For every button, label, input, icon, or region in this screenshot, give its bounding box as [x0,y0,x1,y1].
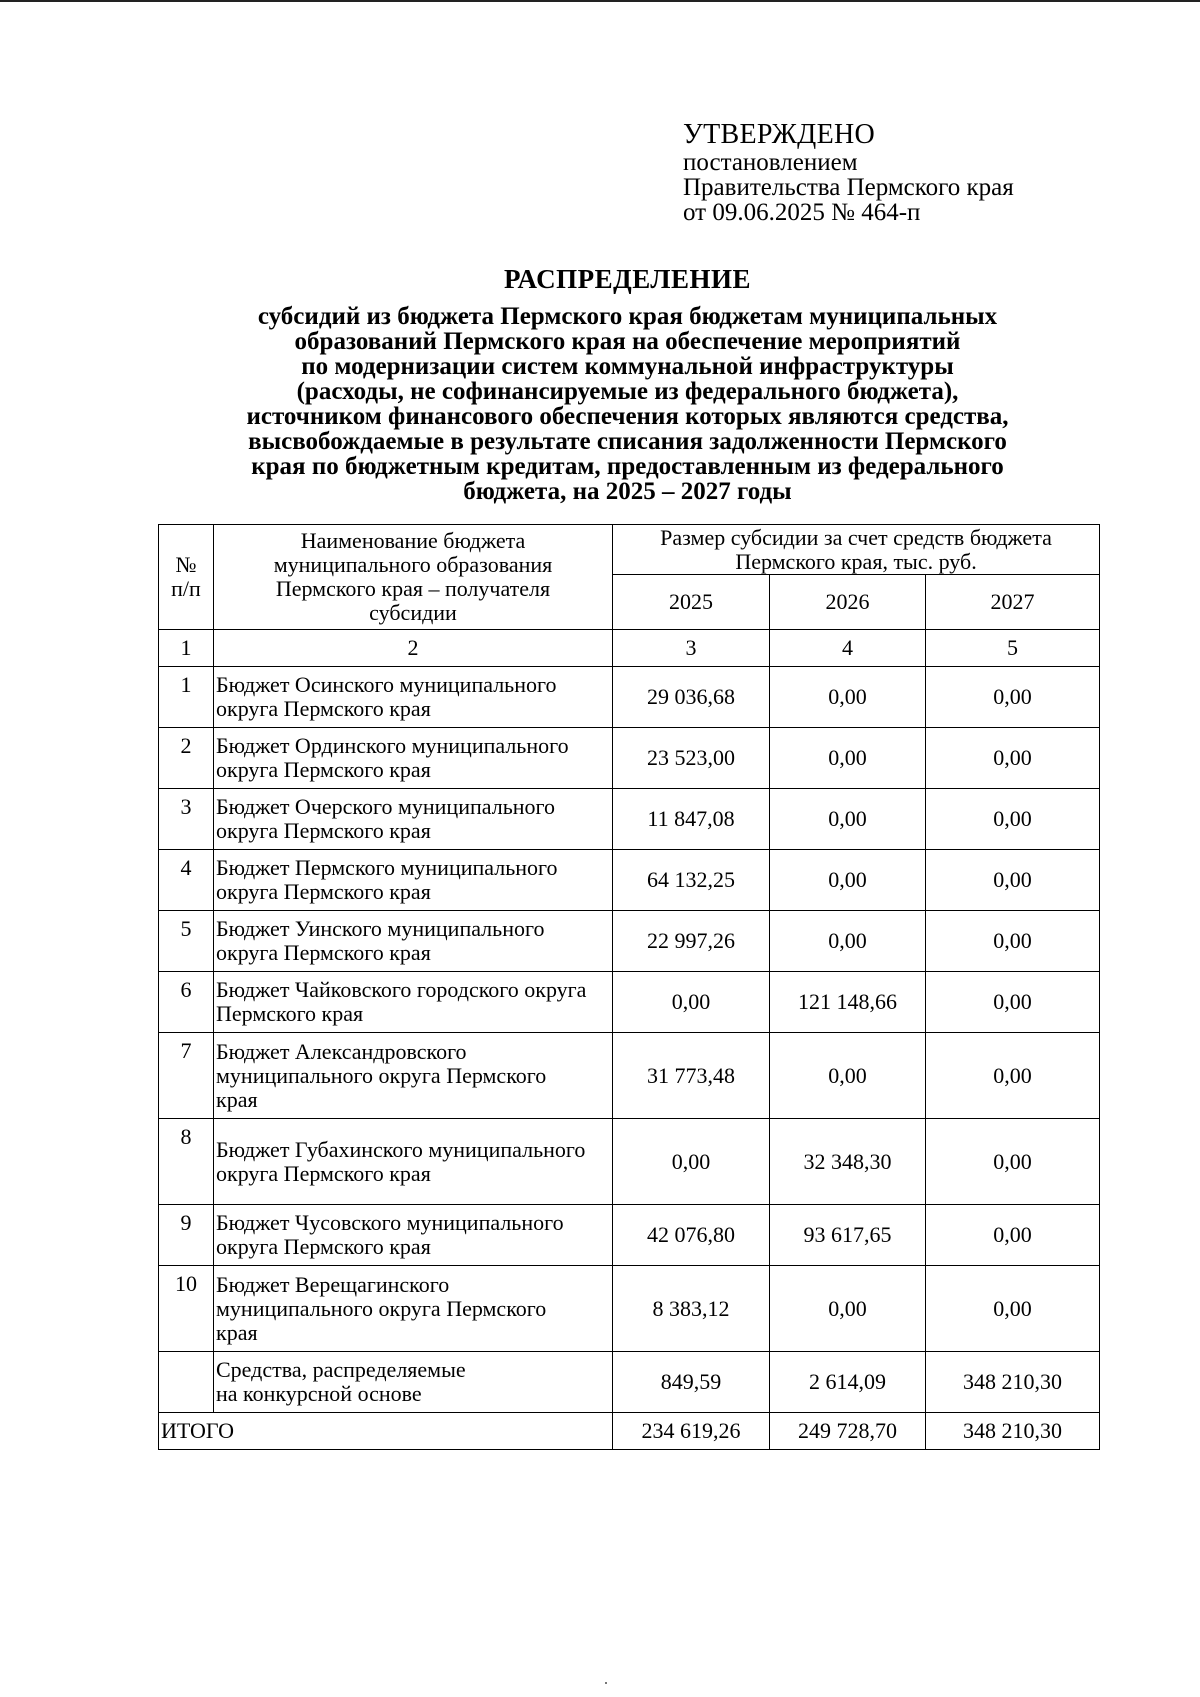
row-amount-2026: 2 614,09 [770,1352,926,1413]
subtitle-line: высвобождаемые в результате списания задолженности Пермского [248,428,1007,455]
column-number: 3 [613,630,770,667]
row-amount-2026: 0,00 [770,850,926,911]
row-amount-2026: 0,00 [770,667,926,728]
row-amount-2027: 0,00 [926,1033,1100,1119]
header-amount-group: Размер субсидии за счет средств бюджета Пермского края, тыс. руб. [613,525,1100,575]
page-top-edge [0,0,1200,2]
total-label: ИТОГО [159,1413,613,1450]
row-number: 8 [159,1119,214,1205]
subtitle-line: бюджета, на 2025 – 2027 годы [463,478,792,505]
row-amount-2027: 0,00 [926,911,1100,972]
row-number: 10 [159,1266,214,1352]
row-amount-2026: 32 348,30 [770,1119,926,1205]
subsidy-distribution-table [158,524,1100,1450]
row-budget-name: Бюджет Чусовского муниципального округа Пермского края [214,1205,613,1266]
table-row [159,1119,1100,1205]
row-amount-2025: 42 076,80 [613,1205,770,1266]
header-year-2025: 2025 [613,575,770,630]
row-amount-2027: 0,00 [926,728,1100,789]
table-row [159,850,1100,911]
row-amount-2026: 93 617,65 [770,1205,926,1266]
table-row [159,972,1100,1033]
header-number: № п/п [159,525,214,630]
row-amount-2025: 29 036,68 [613,667,770,728]
row-number: 3 [159,789,214,850]
row-amount-2025: 8 383,12 [613,1266,770,1352]
row-budget-name: Бюджет Ординского муниципального округа Пермского края [214,728,613,789]
approval-heading: УТВЕРЖДЕНО [683,119,876,150]
row-number: 1 [159,667,214,728]
row-budget-name: Бюджет Пермского муниципального округа Пермского края [214,850,613,911]
row-amount-2025: 23 523,00 [613,728,770,789]
column-number: 1 [159,630,214,667]
row-number: 9 [159,1205,214,1266]
total-row [159,1413,1100,1450]
subtitle-line: источником финансового обеспечения которых являются средства, [246,403,1009,430]
row-budget-name: Бюджет Александровского муниципального округа Пермского края [214,1033,613,1119]
row-budget-name: Бюджет Уинского муниципального округа Пермского края [214,911,613,972]
row-number [159,1352,214,1413]
column-number: 2 [214,630,613,667]
document-subtitle [150,304,1105,504]
row-budget-name: Бюджет Верещагинского муниципального округа Пермского края [214,1266,613,1352]
header-name: Наименование бюджета муниципального образования Пермского края – получателя субсидии [214,525,613,630]
approval-stamp-block [683,120,1014,225]
column-number-row [159,630,1100,667]
header-year-2026: 2026 [770,575,926,630]
subtitle-line: субсидий из бюджета Пермского края бюджетам муниципальных [257,303,998,330]
document-title: РАСПРЕДЕЛЕНИЕ [503,264,752,294]
row-amount-2027: 348 210,30 [926,1352,1100,1413]
subtitle-line: края по бюджетным кредитам, предоставленным из федерального [251,453,1004,480]
row-amount-2025: 64 132,25 [613,850,770,911]
approval-line-1: постановлением [683,149,858,176]
table-row-competitive-funds [159,1352,1100,1413]
row-amount-2025: 11 847,08 [613,789,770,850]
table-row [159,911,1100,972]
table-row [159,1266,1100,1352]
row-amount-2027: 0,00 [926,1205,1100,1266]
row-amount-2025: 0,00 [613,1119,770,1205]
row-budget-name: Бюджет Осинского муниципального округа Пермского края [214,667,613,728]
row-amount-2026: 0,00 [770,1033,926,1119]
column-number: 4 [770,630,926,667]
row-amount-2026: 0,00 [770,1266,926,1352]
total-amount-2025: 234 619,26 [613,1413,770,1450]
total-amount-2027: 348 210,30 [926,1413,1100,1450]
column-number: 5 [926,630,1100,667]
row-number: 5 [159,911,214,972]
row-number: 7 [159,1033,214,1119]
header-year-2027: 2027 [926,575,1100,630]
table-row [159,728,1100,789]
row-budget-name: Бюджет Чайковского городского округа Пермского края [214,972,613,1033]
row-budget-name: Бюджет Губахинского муниципального округа Пермского края [214,1119,613,1205]
row-amount-2025: 31 773,48 [613,1033,770,1119]
row-amount-2027: 0,00 [926,1119,1100,1205]
row-amount-2027: 0,00 [926,667,1100,728]
approval-line-3: от 09.06.2025 № 464-п [683,199,921,226]
approval-line-2: Правительства Пермского края [683,174,1014,201]
row-budget-name: Средства, распределяемые на конкурсной основе [214,1352,613,1413]
table-row [159,1205,1100,1266]
row-number: 6 [159,972,214,1033]
row-number: 2 [159,728,214,789]
row-amount-2025: 0,00 [613,972,770,1033]
row-amount-2027: 0,00 [926,972,1100,1033]
row-amount-2025: 849,59 [613,1352,770,1413]
row-budget-name: Бюджет Очерского муниципального округа Пермского края [214,789,613,850]
table-row [159,667,1100,728]
row-amount-2026: 121 148,66 [770,972,926,1033]
subtitle-line: по модернизации систем коммунальной инфраструктуры [301,353,954,380]
subtitle-line: (расходы, не софинансируемые из федерального бюджета), [296,378,959,405]
row-number: 4 [159,850,214,911]
row-amount-2027: 0,00 [926,789,1100,850]
row-amount-2025: 22 997,26 [613,911,770,972]
row-amount-2026: 0,00 [770,728,926,789]
row-amount-2027: 0,00 [926,850,1100,911]
table-row [159,1033,1100,1119]
subtitle-line: образований Пермского края на обеспечение мероприятий [294,328,961,355]
total-amount-2026: 249 728,70 [770,1413,926,1450]
scan-speck [605,1682,607,1684]
row-amount-2026: 0,00 [770,789,926,850]
table-row [159,789,1100,850]
row-amount-2026: 0,00 [770,911,926,972]
row-amount-2027: 0,00 [926,1266,1100,1352]
